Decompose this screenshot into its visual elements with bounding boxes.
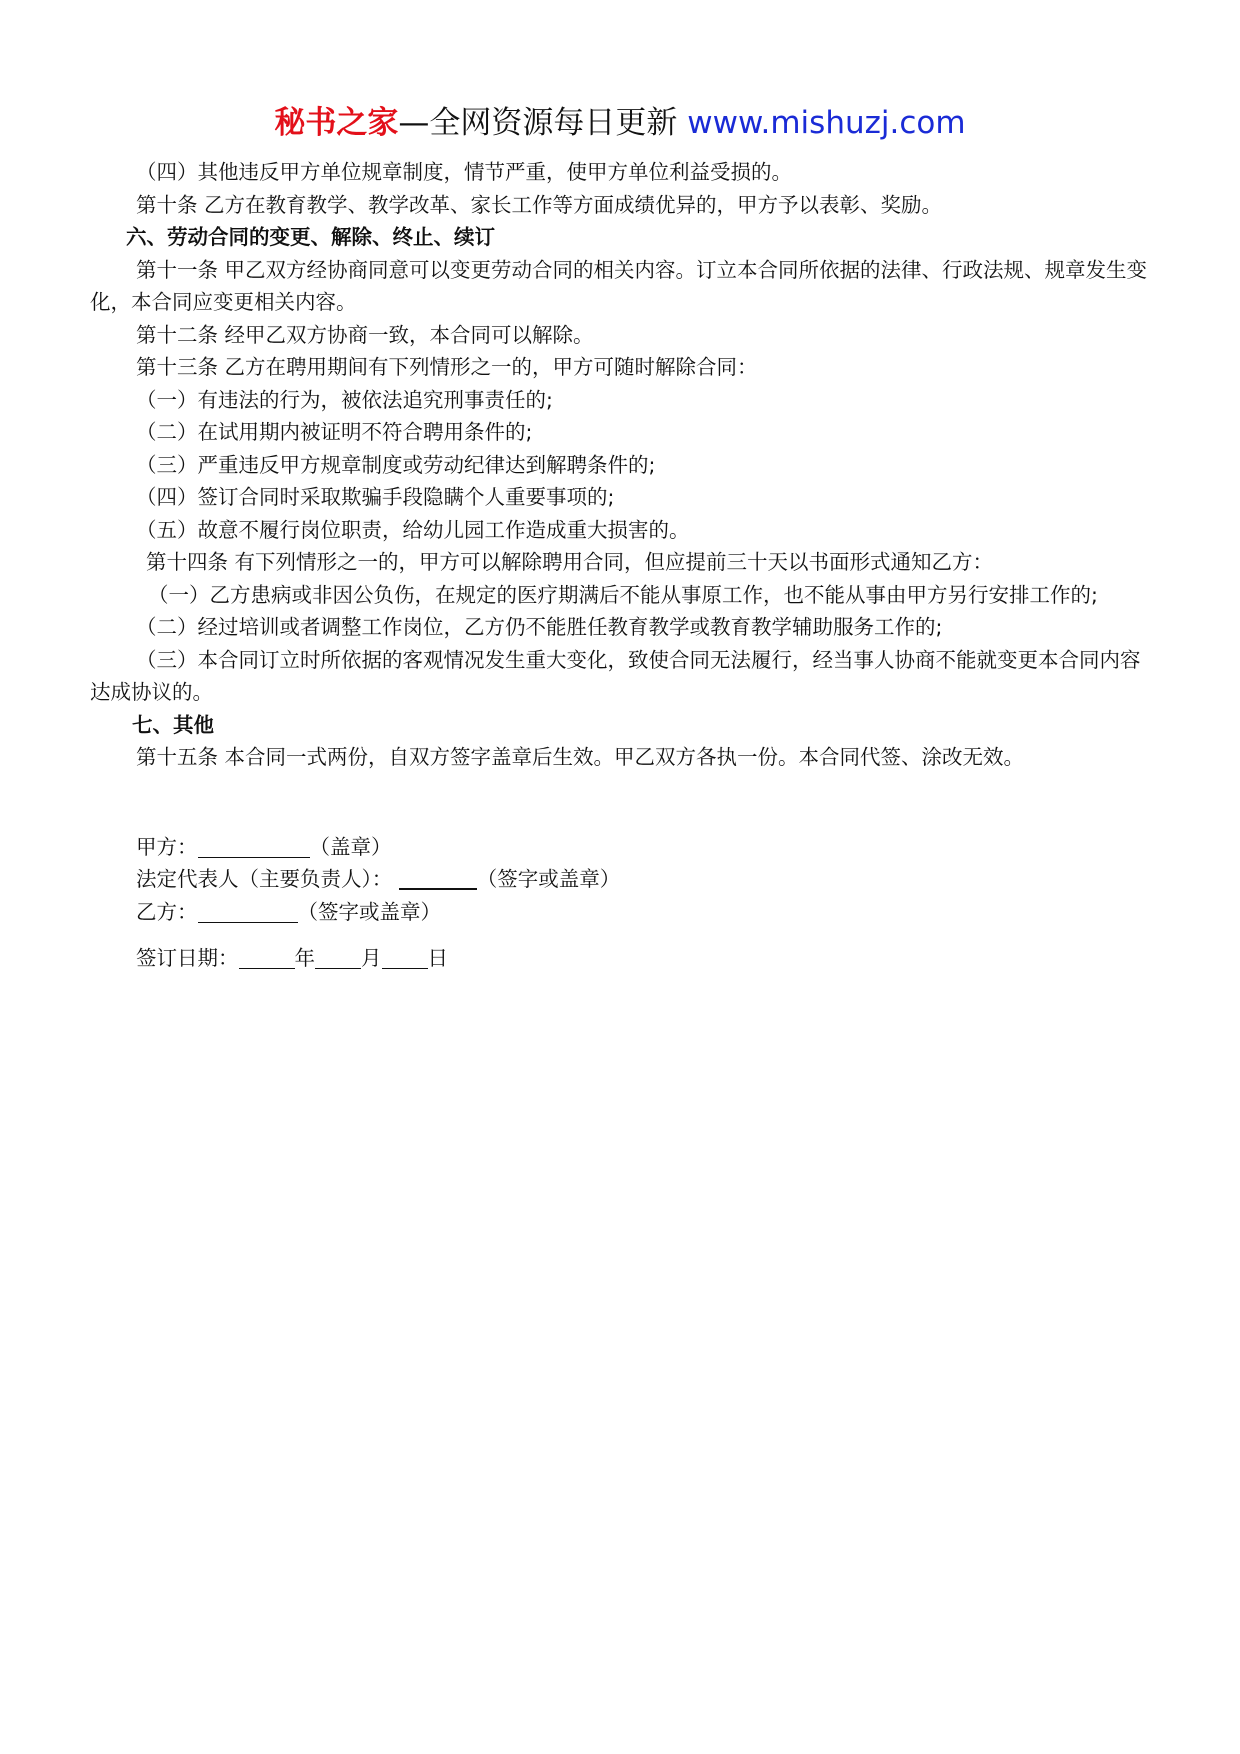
party-b-label: 乙方： xyxy=(136,899,198,924)
representative-suffix: （签字或盖章） xyxy=(476,867,621,891)
article-12: 第十二条 经甲乙双方协商一致，本合同可以解除。 xyxy=(136,322,594,347)
header-slogan: —全网资源每日更新 xyxy=(398,105,678,141)
spacer xyxy=(90,774,1152,831)
clause-item: （三）严重违反甲方规章制度或劳动纪律达到解聘条件的; xyxy=(136,452,656,477)
representative-label: 法定代表人（主要负责人）： xyxy=(136,867,393,891)
clause-item: （二）经过培训或者调整工作岗位，乙方仍不能胜任教育教学或教育教学辅助服务工作的; xyxy=(136,615,943,639)
article-15: 第十五条 本合同一式两份，自双方签字盖章后生效。甲乙双方各执一份。本合同代签、涂改无效。 xyxy=(136,745,1025,769)
clause-item: （一）乙方患病或非因公负伤，在规定的医疗期满后不能从事原工作，也不能从事由甲方另行安排工作的; xyxy=(148,582,1098,607)
article-10: 第十条 乙方在教育教学、教学改革、家长工作等方面成绩优异的，甲方予以表彰、奖励。 xyxy=(136,192,943,217)
party-b-blank[interactable] xyxy=(198,898,298,923)
representative-blank[interactable] xyxy=(399,864,477,890)
section-heading-7: 七、其他 xyxy=(132,712,214,737)
contract-body xyxy=(90,156,1152,975)
sign-date-line xyxy=(90,942,1152,975)
sign-date-label: 签订日期： xyxy=(136,946,239,970)
article-13: 第十三条 乙方在聘用期间有下列情形之一的，甲方可随时解除合同： xyxy=(136,355,758,379)
section-heading-6: 六、劳动合同的变更、解除、终止、续订 xyxy=(126,225,495,249)
month-blank[interactable] xyxy=(315,944,361,969)
party-a-label: 甲方： xyxy=(136,834,198,859)
clause-item: （二）在试用期内被证明不符合聘用条件的; xyxy=(136,420,533,444)
site-header xyxy=(0,103,1240,143)
party-b-line xyxy=(90,896,1152,929)
brand-name: 秘书之家 xyxy=(274,105,399,141)
article-14: 第十四条 有下列情形之一的，甲方可以解除聘用合同，但应提前三十天以书面形式通知乙方： xyxy=(146,550,994,574)
site-url-link[interactable]: www.mishuzj.com xyxy=(687,105,966,141)
clause-item: （五）故意不履行岗位职责，给幼儿园工作造成重大损害的。 xyxy=(136,517,690,542)
paragraph: （四）其他违反甲方单位规章制度，情节严重，使甲方单位利益受损的。 xyxy=(136,160,792,184)
party-a-line xyxy=(90,831,1152,864)
spacer xyxy=(90,928,1152,942)
article-11: 第十一条 甲乙双方经协商同意可以变更劳动合同的相关内容。订立本合同所依据的法律、行政法规、规章发生变化，本合同应变更相关内容。 xyxy=(90,257,1148,314)
year-label: 年 xyxy=(294,946,315,970)
party-b-suffix: （签字或盖章） xyxy=(297,899,441,924)
clause-item: （四）签订合同时采取欺骗手段隐瞒个人重要事项的; xyxy=(136,485,615,509)
clause-item: （三）本合同订立时所依据的客观情况发生重大变化，致使合同无法履行，经当事人协商不能就变更本合同内容达成协议的。 xyxy=(90,647,1141,704)
day-label: 日 xyxy=(427,946,448,970)
month-label: 月 xyxy=(361,946,382,970)
representative-line xyxy=(90,863,1152,896)
party-a-suffix: （盖章） xyxy=(309,834,392,859)
clause-item: （一）有违法的行为，被依法追究刑事责任的; xyxy=(136,387,553,412)
day-blank[interactable] xyxy=(382,944,428,969)
year-blank[interactable] xyxy=(239,944,295,969)
party-a-blank[interactable] xyxy=(198,833,310,858)
